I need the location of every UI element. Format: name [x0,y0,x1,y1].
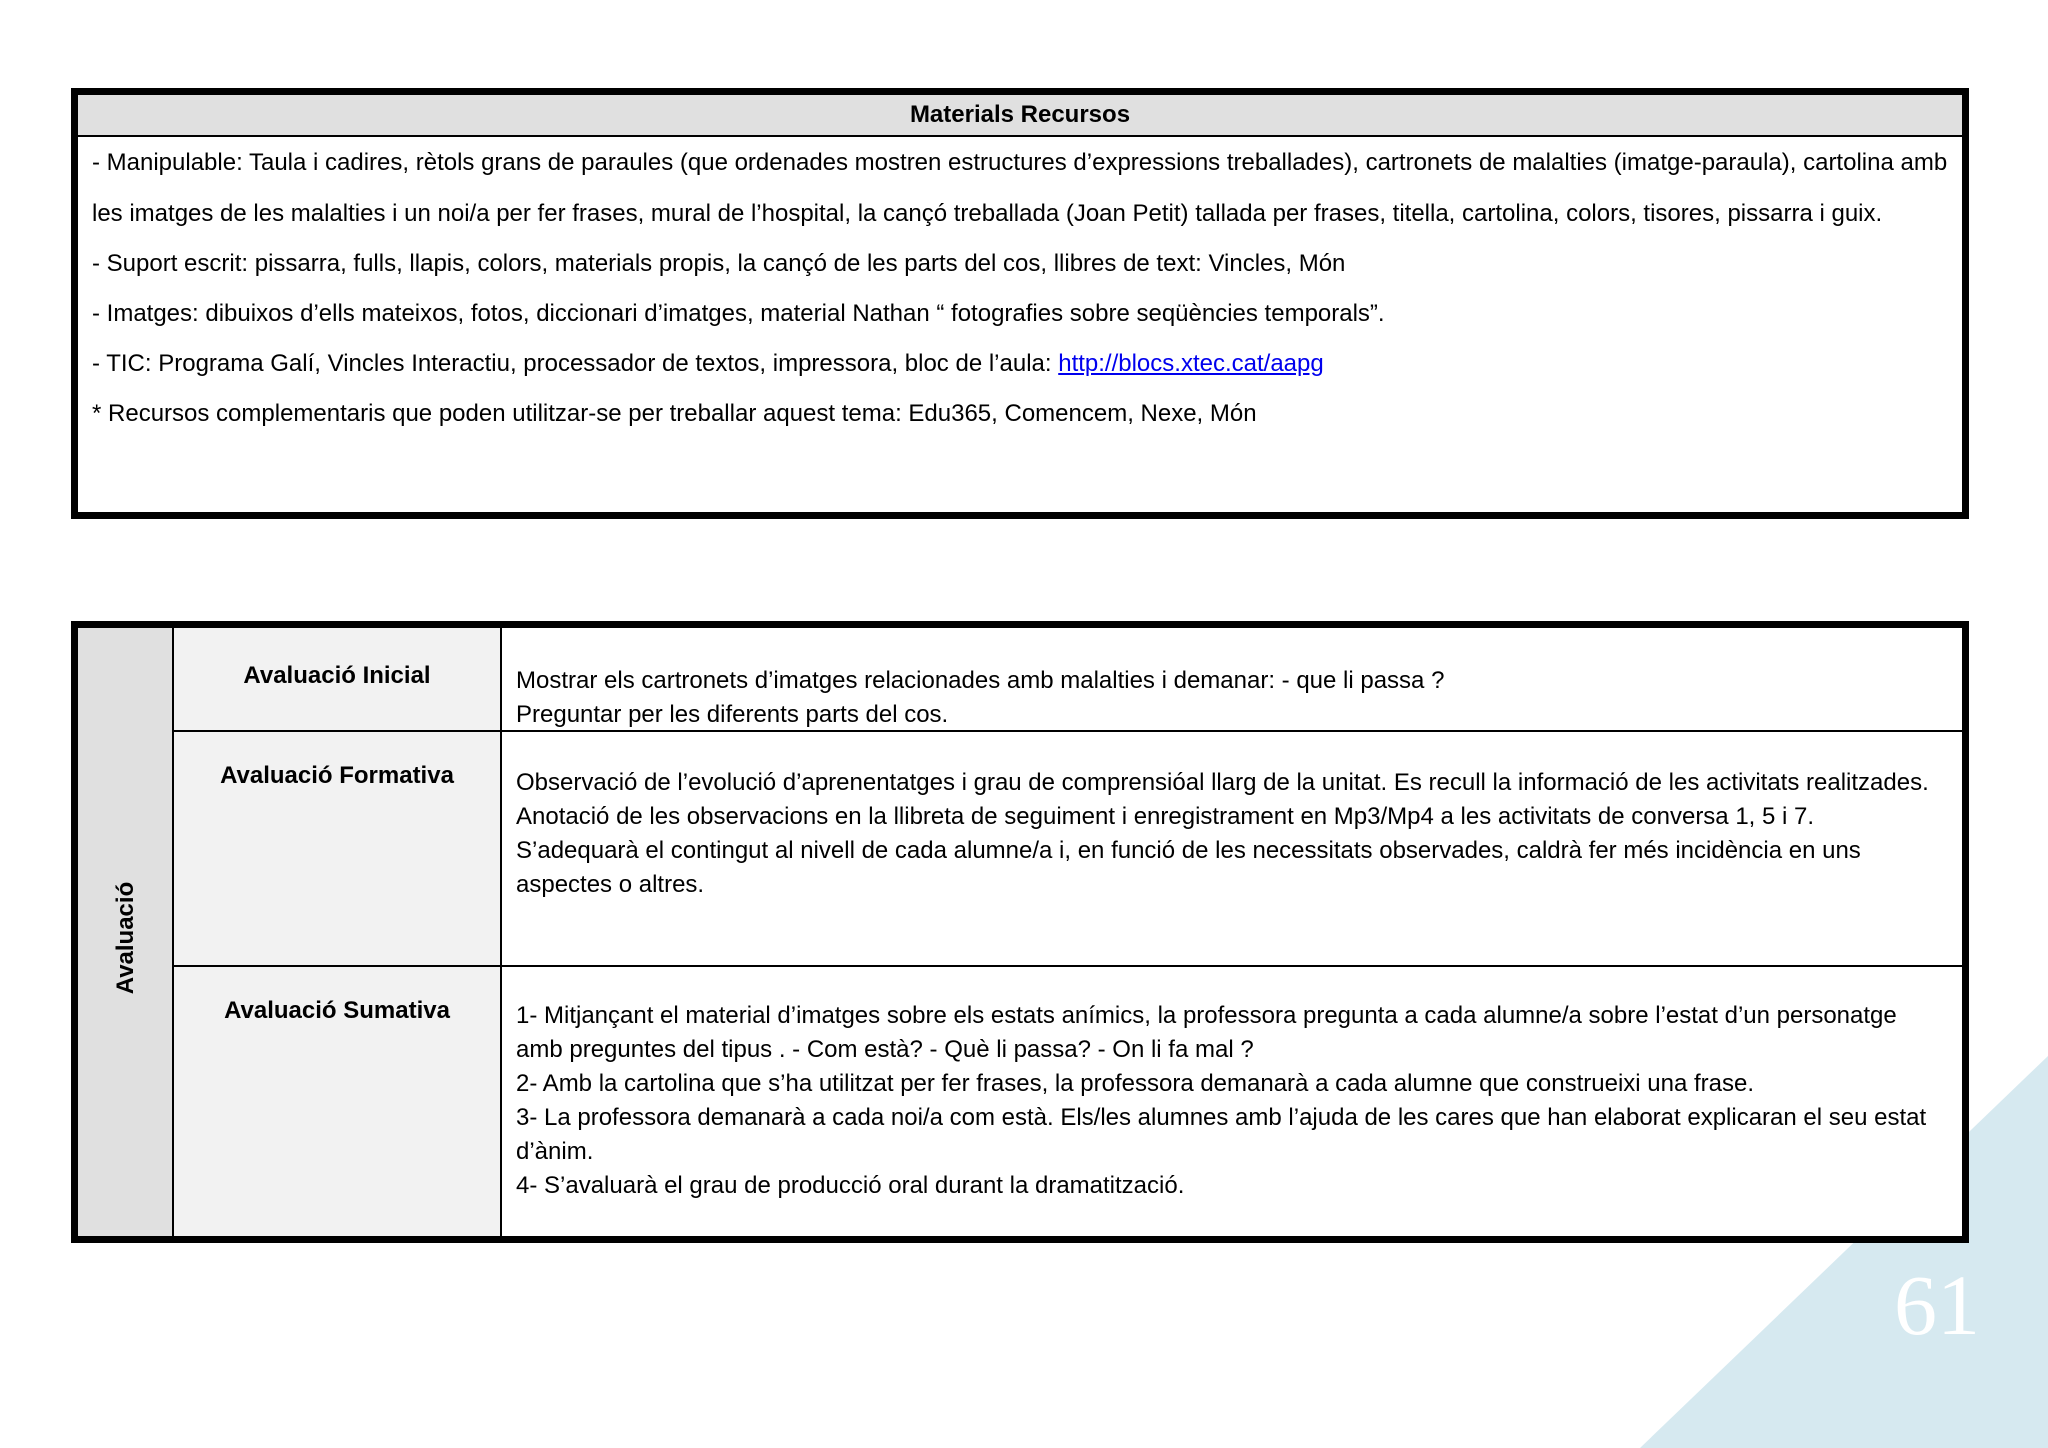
materials-line-images: - Imatges: dibuixos d’ells mateixos, fotos, diccionari d’imatges, material Nathan “ fotografies sobre seqüències temporals”. [92,300,1385,327]
materials-resources-box [71,88,1969,519]
summative-evaluation-label: Avaluació Sumativa [174,967,502,1236]
summative-line-2: 2- Amb la cartolina que s’ha utilitzat per fer frases, la professora demanarà a cada alumne que construeixi una frase. [516,1070,1755,1097]
summative-evaluation-content [502,967,1962,1236]
evaluation-row-summative [174,967,1962,1236]
evaluation-row-initial [174,628,1962,732]
summative-line-4: 4- S’avaluarà el grau de producció oral durant la dramatització. [516,1172,1185,1199]
materials-title: Materials Recursos [78,95,1962,137]
formative-line-1: Observació de l’evolució d’aprenentatges i grau de comprensióal llarg de la unitat. Es recull la informació de les activitats realitzades. Anotació de les observacions en la llibreta de seguiment i enregistrament en Mp3/Mp4 a les activitats de conversa 1, 5 i 7. [516,769,1929,830]
evaluation-side-header [78,628,174,1236]
formative-line-2: S’adequarà el contingut al nivell de cada alumne/a i, en funció de les necessitats observades, caldrà fer més incidència en uns aspectes o altres. [516,837,1861,898]
initial-evaluation-label: Avaluació Inicial [174,628,502,730]
materials-line-written-support: - Suport escrit: pissarra, fulls, llapis, colors, materials propis, la cançó de les parts del cos, llibres de text: Vincles, Món [92,250,1346,277]
materials-line-tic [92,339,1948,389]
summative-line-3: 3- La professora demanarà a cada noi/a com està. Els/les alumnes amb l’ajuda de les cares que han elaborat explicaran el seu estat d’ànim. [516,1104,1927,1165]
page-number: 61 [1894,1257,1980,1353]
summative-line-1: 1- Mitjançant el material d’imatges sobre els estats anímics, la professora pregunta a cada alumne/a sobre l’estat d’un personatge amb preguntes del tipus . - Com està? - Què li passa? - On li fa mal ? [516,1002,1897,1063]
evaluation-row-formative [174,732,1962,967]
materials-body [78,137,1962,439]
formative-evaluation-content [502,732,1962,965]
initial-line-1: Mostrar els cartronets d’imatges relacionades amb malalties i demanar: - que li passa ? [516,667,1445,694]
tic-text: - TIC: Programa Galí, Vincles Interactiu, processador de textos, impressora, bloc de l’aula: [92,350,1059,377]
initial-line-2: Preguntar per les diferents parts del cos. [516,701,949,728]
initial-evaluation-content [502,628,1962,730]
evaluation-table [71,621,1969,1243]
formative-evaluation-label: Avaluació Formativa [174,732,502,965]
materials-line-complementary: * Recursos complementaris que poden utilitzar-se per treballar aquest tema: Edu365, Comencem, Nexe, Món [92,400,1257,427]
blog-link[interactable]: http://blocs.xtec.cat/aapg [1058,350,1324,377]
materials-line-manipulable: - Manipulable: Taula i cadires, rètols grans de paraules (que ordenades mostren estructures d’expressions treballades), cartronets de malalties (imatge-paraula), cartolina amb les imatges de les malalties i un noi/a per fer frases, mural de l’hospital, la cançó treballada (Joan Petit) tallada per frases, titella, cartolina, colors, tisores, pissarra i guix. [92,149,1948,227]
evaluation-side-label: Avaluació [112,881,139,995]
